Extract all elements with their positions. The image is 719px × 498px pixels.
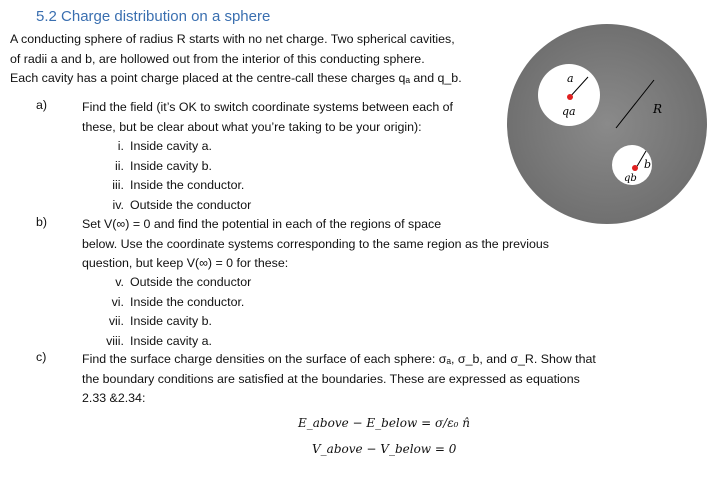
label-qa: qa	[562, 105, 576, 118]
list-item: i. Inside cavity a.	[117, 139, 212, 153]
question-a-label: a)	[36, 98, 48, 112]
question-c-line: 2.33 &2.34:	[82, 391, 146, 405]
equation-field-rhs: = σ/ε₀ n̂	[421, 416, 470, 430]
list-item: viii. Inside cavity a.	[106, 333, 212, 348]
question-b-line: Set V(∞) = 0 and find the potential in each of the regions of space	[82, 217, 442, 231]
charge-qb	[632, 165, 638, 171]
question-a-line: Find the field (it’s OK to switch coordinate systems between each of	[82, 100, 453, 114]
list-item: ii. Inside cavity b.	[115, 158, 212, 173]
question-c-line: the boundary conditions are satisfied at the boundaries. These are expressed as equations	[82, 371, 580, 386]
equation-potential: V_above − V_below = 0	[312, 442, 457, 456]
label-R: R	[653, 102, 663, 116]
question-a-line: these, but be clear about what you’re taking to be your origin):	[82, 119, 422, 134]
list-item: vi. Inside the conductor.	[111, 294, 245, 309]
equation-field-lhs: E_above − E_below	[298, 416, 418, 430]
question-a-list	[98, 137, 251, 215]
question-c-text	[82, 350, 596, 409]
label-qb: qb	[624, 173, 637, 184]
intro-line: A conducting sphere of radius R starts with no net charge. Two spherical cavities,	[10, 32, 455, 46]
intro-line: Each cavity has a point charge placed at the centre-call these charges qₐ and q_b.	[10, 71, 462, 85]
list-item: v. Outside the conductor	[115, 275, 252, 289]
list-item: iii. Inside the conductor.	[112, 178, 245, 192]
charge-qa	[567, 94, 573, 100]
question-c-label: c)	[36, 350, 47, 364]
sphere-diagram	[504, 20, 712, 228]
section-title: 5.2 Charge distribution on a sphere	[36, 8, 271, 25]
list-item: vii. Inside cavity b.	[108, 314, 212, 328]
intro-line: of radii a and b, are hollowed out from the interior of this conducting sphere.	[10, 51, 425, 66]
label-b: b	[644, 158, 652, 171]
question-b-line: below. Use the coordinate systems corresponding to the same region as the previous	[82, 236, 549, 251]
question-a-text	[82, 98, 453, 137]
list-item: iv. Outside the conductor	[112, 197, 252, 212]
question-b-text	[82, 215, 549, 274]
question-c-line: Find the surface charge densities on the surface of each sphere: σₐ, σ_b, and σ_R. Show that	[82, 352, 596, 366]
question-b-line: question, but keep V(∞) = 0 for these:	[82, 256, 289, 270]
question-b-label: b)	[36, 215, 48, 229]
question-b-list	[98, 273, 251, 351]
intro-paragraph	[10, 30, 462, 89]
conducting-sphere	[507, 24, 707, 224]
label-a: a	[567, 72, 574, 85]
equation-field	[298, 416, 470, 430]
